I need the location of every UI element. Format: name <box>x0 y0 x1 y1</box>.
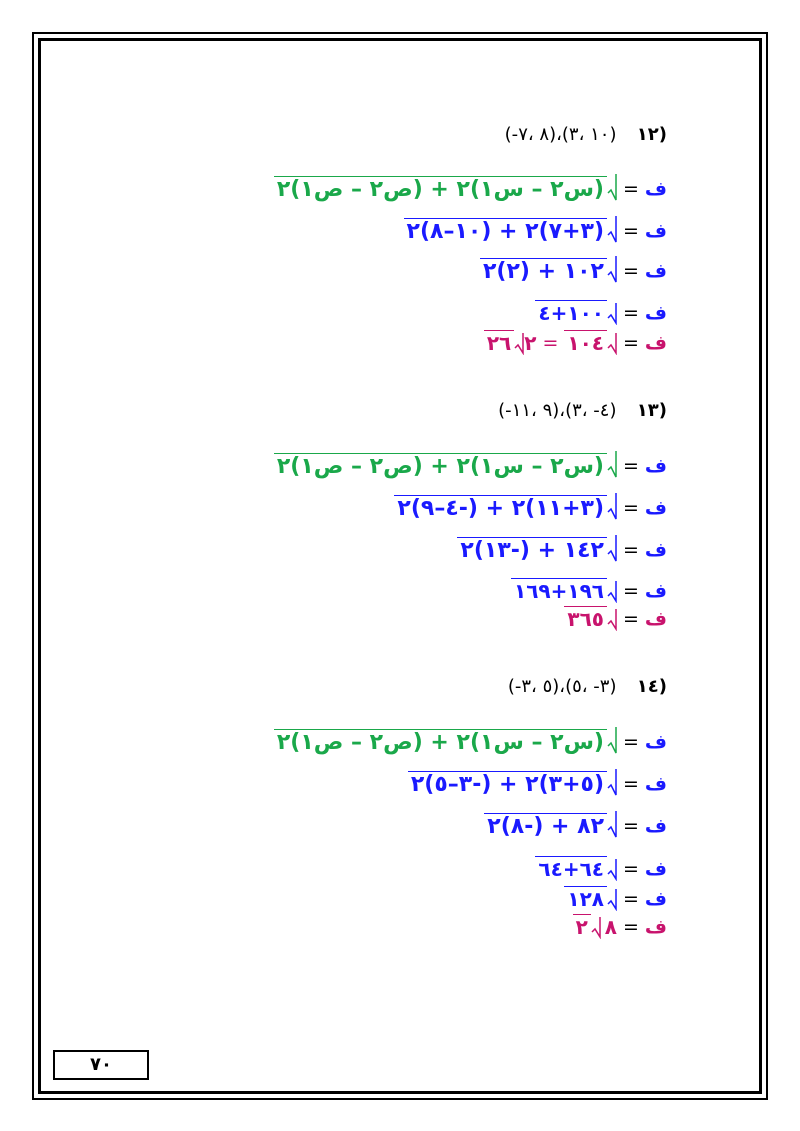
problem-points: (٣- ،٥)،(٥ ،٣-) <box>507 676 617 697</box>
distance-label: ف <box>644 857 667 880</box>
radical <box>535 300 617 325</box>
problem-number: (١٣ <box>636 400 667 421</box>
radical <box>484 813 617 839</box>
distance-label: ف <box>644 773 667 795</box>
distance-label: ف <box>644 301 667 324</box>
sum-text: ١٢٨ <box>564 886 607 911</box>
radical <box>480 258 617 284</box>
distance-label: ف <box>644 539 667 561</box>
p14-line-3: ف = ٨٢ + (-٨)٢ <box>484 813 667 839</box>
radical <box>274 453 617 479</box>
radical <box>573 914 601 939</box>
distance-label: ف <box>644 915 667 938</box>
p14-line-1: ف = (س٢ – س١)٢ + (ص٢ – ص١)٢ <box>274 729 667 755</box>
p12-line-5: ف = ١٠٤ = ٢ ٢٦ <box>484 330 667 355</box>
radical <box>535 856 617 881</box>
problem-points: (٤- ،٣)،(٩ ،١١-) <box>498 400 617 421</box>
substitution-text: ٨٢ + (-٨)٢ <box>484 813 607 839</box>
p13-line-4: ف = ١٩٦+١٦٩ <box>511 578 667 603</box>
radical <box>408 771 617 797</box>
radical <box>564 606 617 631</box>
p14-line-6: ف = ٨ ٢ <box>573 914 667 939</box>
radical <box>511 578 617 603</box>
substitution-text: ١٤٢ + (-١٣)٢ <box>457 537 607 563</box>
p12-line-1: ف = (س٢ – س١)٢ + (ص٢ – ص١)٢ <box>274 176 667 202</box>
distance-label: ف <box>644 260 667 282</box>
sum-text: ١٠٠+٤ <box>535 300 607 325</box>
p13-line-1: ف = (س٢ – س١)٢ + (ص٢ – ص١)٢ <box>274 453 667 479</box>
result-radicand: ٣٦٥ <box>564 606 607 631</box>
problem-14-header <box>508 676 667 697</box>
p14-line-2: ف = (٥+٣)٢ + (-٣–٥)٢ <box>408 771 667 797</box>
p13-line-5: ف = ٣٦٥ <box>564 606 667 631</box>
radical <box>274 176 617 202</box>
result-simplified-radicand: ٢٦ <box>484 330 514 355</box>
distance-label: ف <box>644 331 667 354</box>
radical <box>457 537 617 563</box>
distance-label: ف <box>644 455 667 477</box>
sum-text: ٦٤+٦٤ <box>535 856 607 881</box>
radical <box>564 886 617 911</box>
radical <box>484 330 524 355</box>
p14-line-5: ف = ١٢٨ <box>564 886 667 911</box>
problem-points: (١٠ ،٣)،(٨ ،٧-) <box>504 124 617 145</box>
p14-line-4: ف = ٦٤+٦٤ <box>535 856 667 881</box>
radical <box>404 218 617 244</box>
result-simplified-radicand: ٢ <box>573 914 591 939</box>
problem-number: (١٢ <box>636 124 667 145</box>
substitution-text: (٣+١١)٢ + (-٤–٩)٢ <box>394 495 607 521</box>
page-number: ٧٠ <box>90 1054 112 1075</box>
formula-text: (س٢ – س١)٢ + (ص٢ – ص١)٢ <box>274 453 607 479</box>
p12-line-4: ف = ١٠٠+٤ <box>535 300 667 325</box>
problem-13-header <box>498 400 667 421</box>
formula-text: (س٢ – س١)٢ + (ص٢ – ص١)٢ <box>274 729 607 755</box>
result-coefficient: ٢ <box>524 330 537 355</box>
p12-line-2: ف = (٣+٧)٢ + (١٠–٨)٢ <box>404 218 667 244</box>
result-radicand: ١٠٤ <box>564 330 607 355</box>
distance-label: ف <box>644 579 667 602</box>
p13-line-2: ف = (٣+١١)٢ + (-٤–٩)٢ <box>394 495 667 521</box>
distance-label: ف <box>644 731 667 753</box>
distance-label: ف <box>644 220 667 242</box>
distance-label: ف <box>644 815 667 837</box>
radical <box>274 729 617 755</box>
substitution-text: (٣+٧)٢ + (١٠–٨)٢ <box>404 218 607 244</box>
radical <box>564 330 617 355</box>
p12-line-3: ف = ١٠٢ + (٢)٢ <box>480 258 667 284</box>
problem-12-header <box>505 124 667 145</box>
formula-text: (س٢ – س١)٢ + (ص٢ – ص١)٢ <box>274 176 607 202</box>
distance-label: ف <box>644 497 667 519</box>
substitution-text: ١٠٢ + (٢)٢ <box>480 258 607 284</box>
distance-label: ف <box>644 178 667 200</box>
distance-label: ف <box>644 607 667 630</box>
result-coefficient: ٨ <box>604 914 617 939</box>
radical <box>394 495 617 521</box>
substitution-text: (٥+٣)٢ + (-٣–٥)٢ <box>408 771 607 797</box>
page-number-box <box>53 1050 149 1080</box>
sum-text: ١٩٦+١٦٩ <box>511 578 607 603</box>
problem-number: (١٤ <box>636 676 667 697</box>
p13-line-3: ف = ١٤٢ + (-١٣)٢ <box>457 537 667 563</box>
distance-label: ف <box>644 887 667 910</box>
